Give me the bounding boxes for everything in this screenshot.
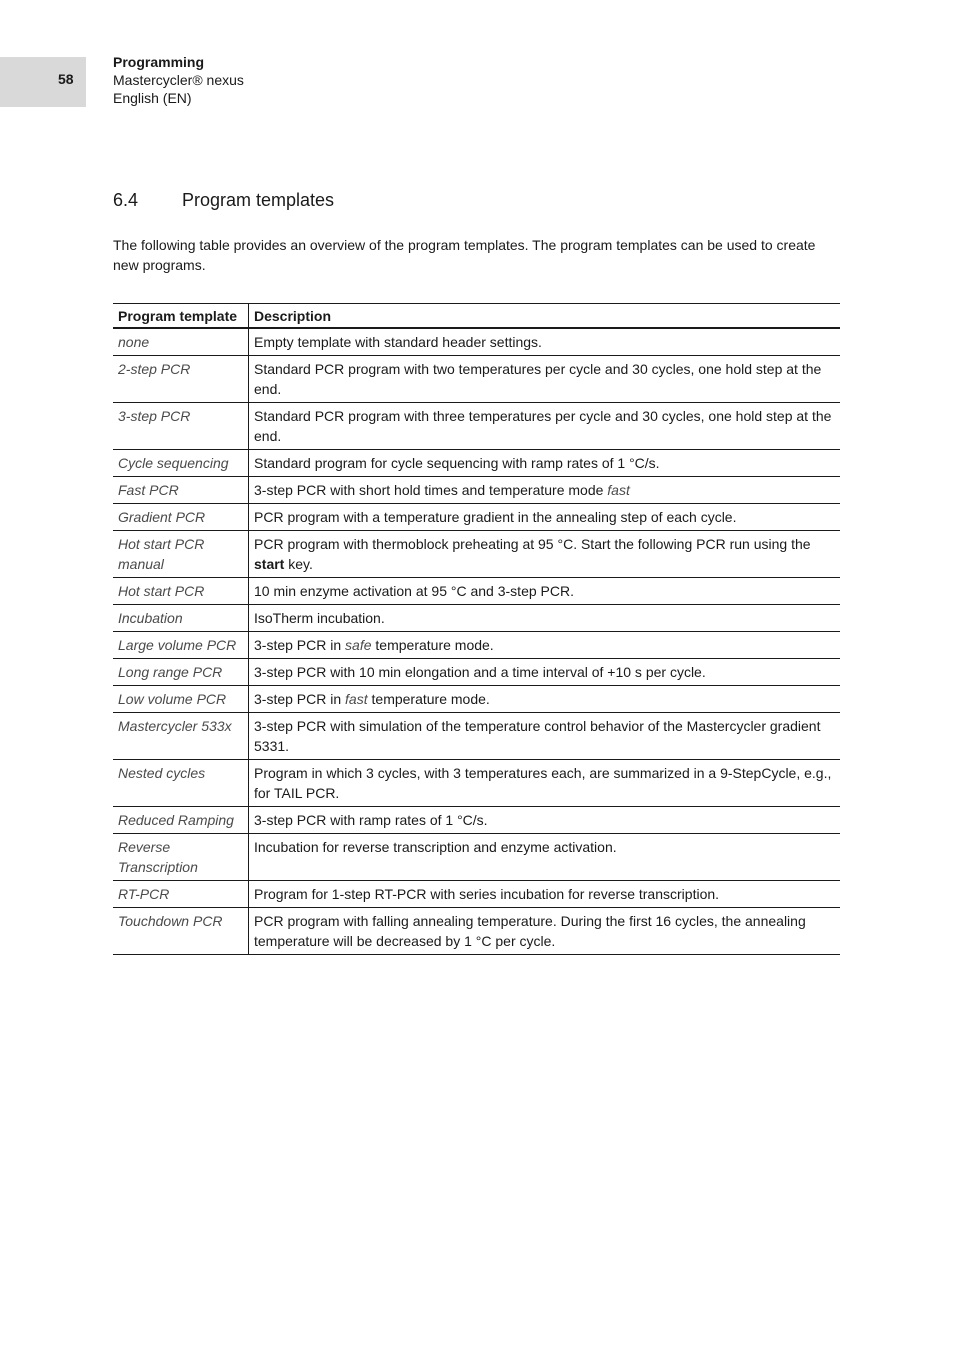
intro-paragraph: The following table provides an overview of the program templates. The program templates can be used to create new programs. (113, 237, 816, 273)
column-header-description: Description (254, 308, 332, 324)
template-name-cell: 2-step PCR (113, 356, 249, 403)
table-row (113, 531, 840, 578)
table-row (113, 403, 840, 450)
description-text: 3-step PCR with simulation of the temperature control behavior of the Mastercycler gradient 5331. (254, 718, 821, 754)
template-name-cell: 3-step PCR (113, 403, 249, 450)
template-description-cell (249, 760, 841, 807)
key-name-text: start (254, 556, 285, 572)
description-text: temperature mode. (371, 637, 494, 653)
product-name: Mastercycler® nexus (113, 72, 244, 88)
template-name-cell: Hot start PCR (113, 578, 249, 605)
template-name-cell: Incubation (113, 605, 249, 632)
table-row (113, 659, 840, 686)
description-text: 10 min enzyme activation at 95 °C and 3-step PCR. (254, 583, 574, 599)
template-description-cell (249, 807, 841, 834)
description-text: Standard PCR program with three temperatures per cycle and 30 cycles, one hold step at the end. (254, 408, 832, 444)
mode-name-text: fast (345, 691, 368, 707)
template-description-cell (249, 328, 841, 356)
description-text: 3-step PCR with short hold times and temperature mode (254, 482, 608, 498)
template-name-cell: none (113, 328, 249, 356)
template-description-cell (249, 504, 841, 531)
template-description-cell (249, 659, 841, 686)
program-templates-table (113, 303, 840, 955)
mode-name-text: fast (607, 482, 630, 498)
description-text: 3-step PCR in (254, 691, 346, 707)
description-text: IsoTherm incubation. (254, 610, 385, 626)
template-description-cell (249, 531, 841, 578)
description-text: 3-step PCR in (254, 637, 346, 653)
table-row (113, 713, 840, 760)
template-name-cell: Cycle sequencing (113, 450, 249, 477)
template-name-cell: Reverse Transcription (113, 834, 249, 881)
table-row (113, 356, 840, 403)
table-header-row (113, 304, 840, 329)
template-description-cell (249, 881, 841, 908)
description-text: PCR program with a temperature gradient in the annealing step of each cycle. (254, 509, 737, 525)
section-title: Program templates (182, 190, 335, 210)
table-row (113, 760, 840, 807)
description-text: PCR program with falling annealing temperature. During the first 16 cycles, the annealing temperature will be decreased by 1 °C per cycle. (254, 913, 806, 949)
section-heading (113, 190, 334, 211)
mode-name-text: safe (345, 637, 372, 653)
description-text: Standard program for cycle sequencing with ramp rates of 1 °C/s. (254, 455, 660, 471)
template-name-cell: RT-PCR (113, 881, 249, 908)
table-row (113, 578, 840, 605)
template-description-cell (249, 908, 841, 955)
table-row (113, 328, 840, 356)
description-text: 3-step PCR with ramp rates of 1 °C/s. (254, 812, 488, 828)
template-name-cell: Touchdown PCR (113, 908, 249, 955)
description-text: 3-step PCR with 10 min elongation and a time interval of +10 s per cycle. (254, 664, 706, 680)
description-text: Standard PCR program with two temperatures per cycle and 30 cycles, one hold step at the end. (254, 361, 822, 397)
template-description-cell (249, 403, 841, 450)
description-text: temperature mode. (367, 691, 490, 707)
table-row (113, 450, 840, 477)
template-description-cell (249, 686, 841, 713)
template-name-cell: Fast PCR (113, 477, 249, 504)
template-description-cell (249, 450, 841, 477)
column-header-template: Program template (113, 304, 249, 329)
template-name-cell: Reduced Ramping (113, 807, 249, 834)
template-name-cell: Hot start PCR manual (113, 531, 249, 578)
section-number: 6.4 (113, 190, 139, 210)
template-description-cell (249, 605, 841, 632)
template-name-cell: Mastercycler 533x (113, 713, 249, 760)
description-text: PCR program with thermoblock preheating at 95 °C. Start the following PCR run using the (254, 536, 811, 552)
template-name-cell: Long range PCR (113, 659, 249, 686)
template-description-cell (249, 834, 841, 881)
table-row (113, 504, 840, 531)
template-name-cell: Gradient PCR (113, 504, 249, 531)
description-text: key. (284, 556, 313, 572)
description-text: Empty template with standard header settings. (254, 334, 542, 350)
chapter-title: Programming (113, 54, 205, 70)
table-row (113, 834, 840, 881)
template-description-cell (249, 632, 841, 659)
table-row (113, 477, 840, 504)
template-description-cell (249, 356, 841, 403)
description-text: Program for 1-step RT-PCR with series incubation for reverse transcription. (254, 886, 720, 902)
template-name-cell: Large volume PCR (113, 632, 249, 659)
template-description-cell (249, 477, 841, 504)
description-text: Program in which 3 cycles, with 3 temperatures each, are summarized in a 9-StepCycle, e.g., for TAIL PCR. (254, 765, 832, 801)
description-text: Incubation for reverse transcription and enzyme activation. (254, 839, 617, 855)
template-description-cell (249, 713, 841, 760)
template-description-cell (249, 578, 841, 605)
running-header (113, 53, 244, 107)
table-row (113, 807, 840, 834)
table-body (113, 328, 840, 955)
table-row (113, 686, 840, 713)
table-row (113, 632, 840, 659)
language-label: English (EN) (113, 90, 192, 106)
template-name-cell: Nested cycles (113, 760, 249, 807)
page-number: 58 (58, 71, 74, 87)
table-row (113, 605, 840, 632)
table-row (113, 881, 840, 908)
table-row (113, 908, 840, 955)
template-name-cell: Low volume PCR (113, 686, 249, 713)
